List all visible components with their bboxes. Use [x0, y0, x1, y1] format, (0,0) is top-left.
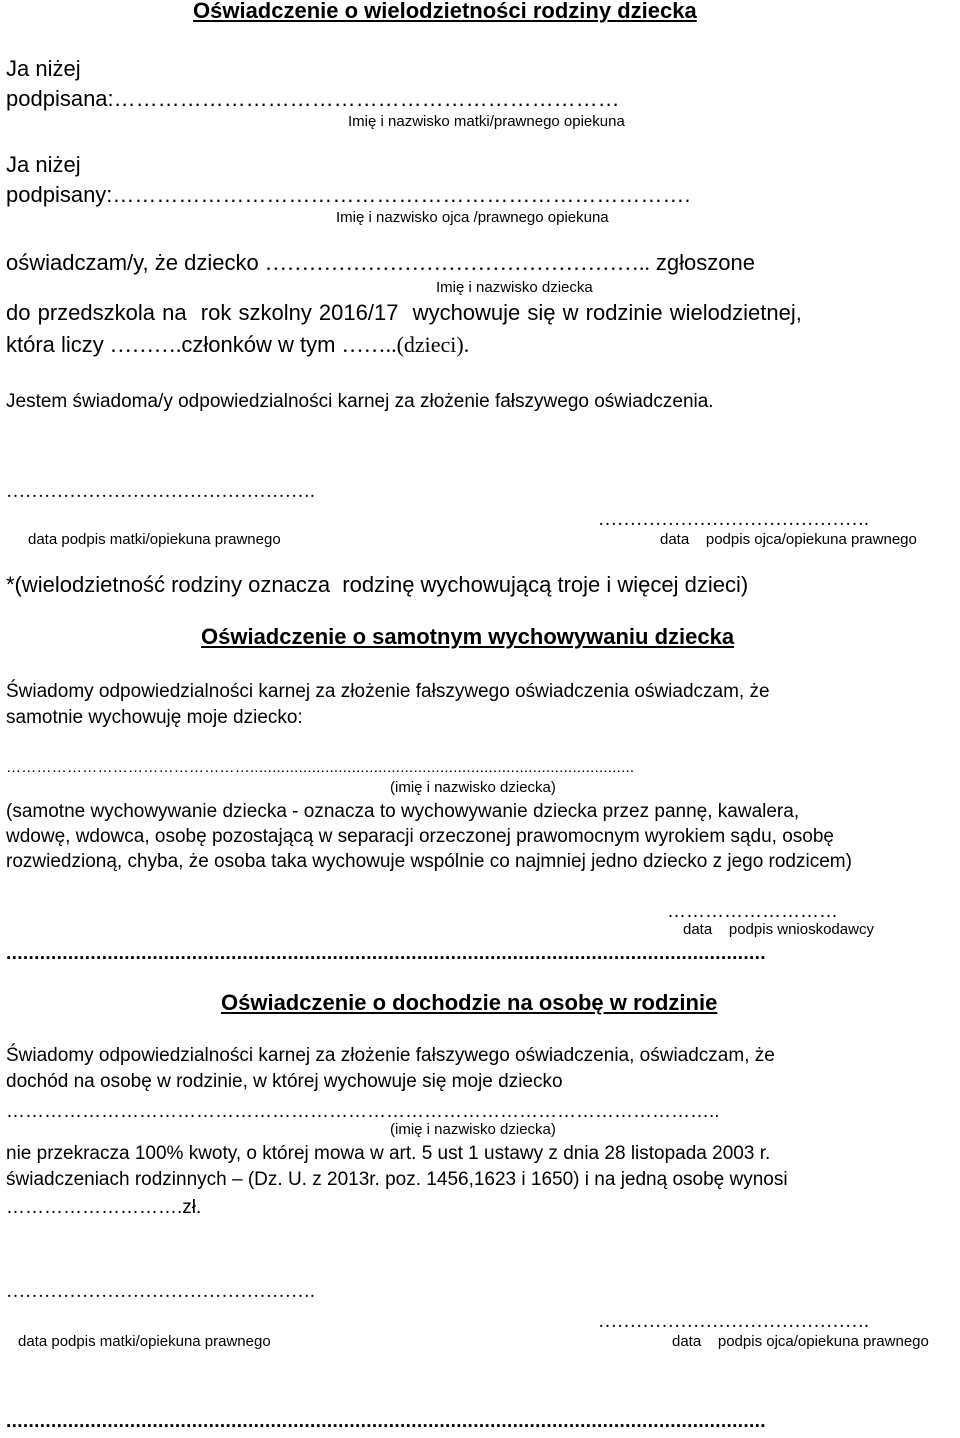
mother-name-field[interactable]: podpisana:……………………………………………………………: [6, 86, 620, 111]
child-prefix: oświadczam/y, że dziecko: [6, 250, 265, 275]
single-parent-definition-2: wdowę, wdowca, osobę pozostającą w separacji orzeczonej prawomocnym wyrokiem sądu, osobę: [6, 826, 834, 847]
father-signature-caption: data podpis ojca/opiekuna prawnego: [660, 531, 917, 548]
family-count-line: [6, 334, 469, 356]
father-name-field[interactable]: podpisany:…………………………………………………………………….: [6, 182, 691, 207]
father-label-line1: Ja niżej: [6, 152, 81, 177]
section-separator-1: .......................................................................................................................................: [6, 943, 766, 964]
income-line4: świadczeniach rodzinnych – (Dz. U. z 2013r. poz. 1456,1623 i 1650) i na jedną osobę wynosi: [6, 1169, 788, 1190]
father-caption: Imię i nazwisko ojca /prawnego opiekuna: [336, 209, 609, 226]
child-caption: Imię i nazwisko dziecka: [436, 279, 593, 296]
preschool-line: do przedszkola na rok szkolny 2016/17 wychowuje się w rodzinie wielodzietnej,: [6, 300, 802, 325]
single-parent-definition-1: (samotne wychowywanie dziecka - oznacza to wychowywanie dziecka przez pannę, kawalera,: [6, 801, 800, 822]
children-count-field[interactable]: ……..: [341, 332, 397, 357]
responsibility-statement: Jestem świadoma/y odpowiedzialności karnej za złożenie fałszywego oświadczenia.: [6, 391, 714, 412]
single-parent-line2: samotnie wychowuję moje dziecko:: [6, 707, 303, 728]
applicant-signature-caption: data podpis wnioskodawcy: [683, 921, 874, 938]
single-parent-definition-3: rozwiedzioną, chyba, że osoba taka wychowuje wspólnie co najmniej jedno dziecko z jego rodzicem): [6, 851, 852, 872]
mother-signature-field[interactable]: ………………………………………….: [6, 481, 315, 502]
title-dochod: Oświadczenie o dochodzie na osobę w rodzinie: [221, 990, 718, 1015]
child-suffix: zgłoszone: [649, 250, 755, 275]
income-line3: nie przekracza 100% kwoty, o której mowa w art. 5 ust 1 ustawy z dnia 28 listopada 2003 r.: [6, 1143, 771, 1164]
title-samotne-wychowywanie: Oświadczenie o samotnym wychowywaniu dziecka: [201, 624, 735, 649]
count-text-b: członków w tym: [181, 332, 342, 357]
income-line2: dochód na osobę w rodzinie, w której wychowuje się moje dziecko: [6, 1071, 563, 1092]
income-father-signature-caption: data podpis ojca/opiekuna prawnego: [672, 1333, 929, 1350]
income-child-caption: (imię i nazwisko dziecka): [390, 1121, 556, 1138]
father-signature-field[interactable]: …………………………………….: [598, 509, 869, 530]
mother-label-line1: Ja niżej: [6, 56, 81, 81]
child-line: [6, 252, 755, 274]
footnote-wielodzietnosc: *(wielodzietność rodziny oznacza rodzinę wychowującą troje i więcej dzieci): [6, 572, 749, 597]
income-mother-signature-caption: data podpis matki/opiekuna prawnego: [18, 1333, 271, 1350]
single-parent-child-field[interactable]: ………………………………………….......................................................................................: [6, 759, 635, 776]
section-separator-2: .......................................................................................................................................: [6, 1411, 766, 1432]
single-parent-child-caption: (imię i nazwisko dziecka): [390, 779, 556, 796]
child-name-field[interactable]: ……………………………………………..: [264, 250, 650, 275]
count-text-c: (dzieci).: [396, 332, 470, 357]
mother-signature-caption: data podpis matki/opiekuna prawnego: [28, 531, 281, 548]
single-parent-line1: Świadomy odpowiedzialności karnej za złożenie fałszywego oświadczenia oświadczam, że: [6, 681, 770, 702]
applicant-signature-field[interactable]: ………………………: [667, 901, 838, 922]
income-line1: Świadomy odpowiedzialności karnej za złożenie fałszywego oświadczenia, oświadczam, że: [6, 1045, 775, 1066]
mother-caption: Imię i nazwisko matki/prawnego opiekuna: [348, 113, 625, 130]
income-father-signature-field[interactable]: …………………………………….: [598, 1311, 869, 1332]
income-amount-field[interactable]: ……………………….zł.: [6, 1197, 202, 1218]
income-child-field[interactable]: …………………………………………………………………………………………………..: [6, 1101, 720, 1122]
income-mother-signature-field[interactable]: ………………………………………….: [6, 1281, 315, 1302]
family-members-field[interactable]: ……….: [109, 332, 182, 357]
count-text-a: która liczy: [6, 332, 110, 357]
title-wielodzietnosc: Oświadczenie o wielodzietności rodziny dziecka: [193, 0, 697, 23]
